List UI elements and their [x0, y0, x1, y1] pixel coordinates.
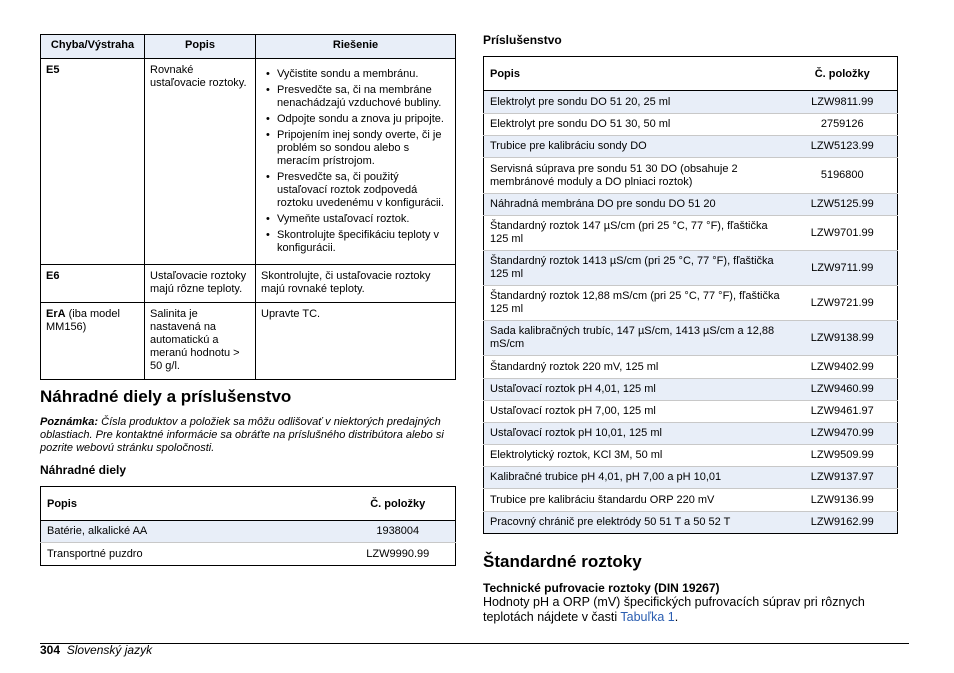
list-item: • Skontrolujte špecifikáciu teploty v konfigurácii.: [277, 229, 450, 255]
error-code-note: (iba model MM156): [46, 308, 120, 333]
accessories-header: [484, 57, 898, 91]
accessory-description: Náhradná membrána DO pre sondu DO 51 20: [484, 194, 788, 216]
error-description: Salinita je nastavená na automatickú a meranú hodnotu > 50 g/l.: [145, 303, 256, 380]
list-item: • Presvedčte sa, či na membráne nenachádzajú vzduchové bubliny.: [277, 84, 450, 110]
error-code-text: ErA: [46, 308, 66, 320]
error-table: [40, 34, 456, 380]
subheading-spare-parts: Náhradné diely: [40, 463, 127, 477]
header-item-number: Č. položky: [341, 487, 456, 521]
accessory-description: Ustaľovací roztok pH 7,00, 125 ml: [484, 401, 788, 423]
solution-list: [261, 68, 450, 255]
header-item-number: Č. položky: [788, 57, 898, 91]
table-row: [484, 401, 898, 423]
error-table-header: [41, 35, 456, 59]
table-row: [41, 59, 456, 265]
accessory-description: Pracovný chránič pre elektródy 50 51 T a 50 52 T: [484, 512, 788, 534]
table-row: [484, 114, 898, 136]
error-code: [41, 265, 145, 303]
table-row: [484, 356, 898, 379]
accessory-item-number: 5196800: [788, 158, 898, 194]
note-paragraph: [40, 416, 455, 455]
note-label: Poznámka:: [40, 416, 99, 428]
header-description: Popis: [41, 487, 341, 521]
accessory-item-number: LZW9461.97: [788, 401, 898, 423]
subheading-accessories: Príslušenstvo: [483, 33, 562, 47]
header-error: Chyba/Výstraha: [41, 35, 145, 59]
accessory-item-number: LZW9711.99: [788, 251, 898, 286]
spare-parts-table: [40, 486, 456, 566]
table-row: [41, 265, 456, 303]
error-description: Ustaľovacie roztoky majú rôzne teploty.: [145, 265, 256, 303]
accessory-description: Elektrolyt pre sondu DO 51 30, 50 ml: [484, 114, 788, 136]
accessory-item-number: LZW9162.99: [788, 512, 898, 534]
spare-parts-header: [41, 487, 456, 521]
header-description: Popis: [484, 57, 788, 91]
body-text-end: .: [674, 610, 679, 624]
list-item: • Odpojte sondu a znova ju pripojte.: [277, 113, 450, 126]
accessory-item-number: LZW9136.99: [788, 489, 898, 512]
section-title-spare-parts: Náhradné diely a príslušenstvo: [40, 387, 292, 406]
error-description: Rovnaké ustaľovacie roztoky.: [145, 59, 256, 265]
list-item: • Vyčistite sondu a membránu.: [277, 68, 450, 81]
list-item: • Presvedčte sa, či použitý ustaľovací roztok zodpovedá roztoku uvedenému v konfigurácii.: [277, 171, 450, 210]
accessories-body: [484, 91, 898, 534]
error-solution: Skontrolujte, či ustaľovacie roztoky majú rovnaké teploty.: [256, 265, 456, 303]
error-code: [41, 59, 145, 265]
accessory-item-number: LZW9402.99: [788, 356, 898, 379]
table-row: [41, 543, 456, 566]
accessory-item-number: LZW9138.99: [788, 321, 898, 356]
accessory-description: Elektrolytický roztok, KCl 3M, 50 ml: [484, 445, 788, 467]
part-description: Transportné puzdro: [47, 547, 143, 560]
accessory-description: Štandardný roztok 220 mV, 125 ml: [484, 356, 788, 379]
accessory-item-number: LZW9721.99: [788, 286, 898, 321]
note-text: Čísla produktov a položiek sa môžu odlišovať v niektorých predajných oblastiach. Pre kontaktné informácie sa obráťte na príslušného distribútora alebo si pozrite webovú stránku spoločnosti.: [40, 416, 444, 454]
table-row: [484, 194, 898, 216]
accessory-description: Štandardný roztok 1413 µS/cm (pri 25 °C, 77 °F), fľaštička 125 ml: [484, 251, 788, 286]
accessory-item-number: LZW5125.99: [788, 194, 898, 216]
accessories-table: [483, 56, 898, 534]
accessory-item-number: LZW9811.99: [788, 91, 898, 114]
accessory-item-number: LZW5123.99: [788, 136, 898, 158]
accessory-description: Trubice pre kalibráciu štandardu ORP 220 mV: [484, 489, 788, 512]
accessory-item-number: 2759126: [788, 114, 898, 136]
table-row: [41, 303, 456, 380]
table-row: [484, 467, 898, 489]
accessory-description: Štandardný roztok 12,88 mS/cm (pri 25 °C, 77 °F), fľaštička 125 ml: [484, 286, 788, 321]
standards-body-text: [483, 595, 903, 625]
error-code: [41, 303, 145, 380]
error-code-text: E5: [46, 64, 60, 76]
part-number: LZW9990.99: [366, 547, 430, 560]
accessory-item-number: LZW9470.99: [788, 423, 898, 445]
accessory-item-number: LZW9137.97: [788, 467, 898, 489]
accessory-description: Štandardný roztok 147 µS/cm (pri 25 °C, 77 °F), fľaštička 125 ml: [484, 216, 788, 251]
error-code-text: E6: [46, 270, 60, 282]
accessory-description: Trubice pre kalibráciu sondy DO: [484, 136, 788, 158]
table-row: [484, 91, 898, 114]
accessory-item-number: LZW9509.99: [788, 445, 898, 467]
table-row: [484, 423, 898, 445]
footer-language: Slovenský jazyk: [66, 643, 153, 657]
error-solution: Upravte TC.: [256, 303, 456, 380]
accessory-description: Servisná súprava pre sondu 51 30 DO (obsahuje 2 membránové moduly a DO plniaci roztok): [484, 158, 788, 194]
table-row: [484, 251, 898, 286]
accessory-description: Ustaľovací roztok pH 10,01, 125 ml: [484, 423, 788, 445]
table-row: [484, 489, 898, 512]
table-row: [484, 512, 898, 534]
accessory-description: Elektrolyt pre sondu DO 51 20, 25 ml: [484, 91, 788, 114]
header-solution: Riešenie: [256, 35, 456, 59]
accessory-description: Ustaľovací roztok pH 4,01, 125 ml: [484, 379, 788, 401]
list-item: • Pripojením inej sondy overte, či je problém so sondou alebo s meracím prístrojom.: [277, 129, 450, 168]
part-description: Batérie, alkalické AA: [41, 521, 341, 543]
table-row: [484, 286, 898, 321]
list-item: • Vymeňte ustaľovací roztok.: [277, 213, 450, 226]
table-row: [484, 379, 898, 401]
table-row: [484, 321, 898, 356]
table-row: [484, 136, 898, 158]
table-row: [484, 445, 898, 467]
body-text: Hodnoty pH a ORP (mV) špecifických pufrovacích súprav pri rôznych teplotách nájdete v časti: [483, 595, 865, 624]
accessory-description: Kalibračné trubice pH 4,01, pH 7,00 a pH 10,01: [484, 467, 788, 489]
part-number: 1938004: [341, 521, 456, 543]
page-number: 304: [40, 643, 61, 657]
subheading-buffer-solutions: Technické pufrovacie roztoky (DIN 19267): [483, 581, 720, 595]
table-row: [484, 216, 898, 251]
error-solution: [256, 59, 456, 265]
footer-divider: [40, 643, 909, 644]
accessory-description: Sada kalibračných trubíc, 147 µS/cm, 1413 µS/cm a 12,88 mS/cm: [484, 321, 788, 356]
page-footer: [40, 643, 152, 657]
section-title-standards: Štandardné roztoky: [483, 552, 642, 571]
table-row: [41, 521, 456, 543]
table-link[interactable]: Tabuľka 1: [620, 610, 675, 624]
table-row: [484, 158, 898, 194]
accessory-item-number: LZW9701.99: [788, 216, 898, 251]
accessory-item-number: LZW9460.99: [788, 379, 898, 401]
header-description: Popis: [145, 35, 256, 59]
